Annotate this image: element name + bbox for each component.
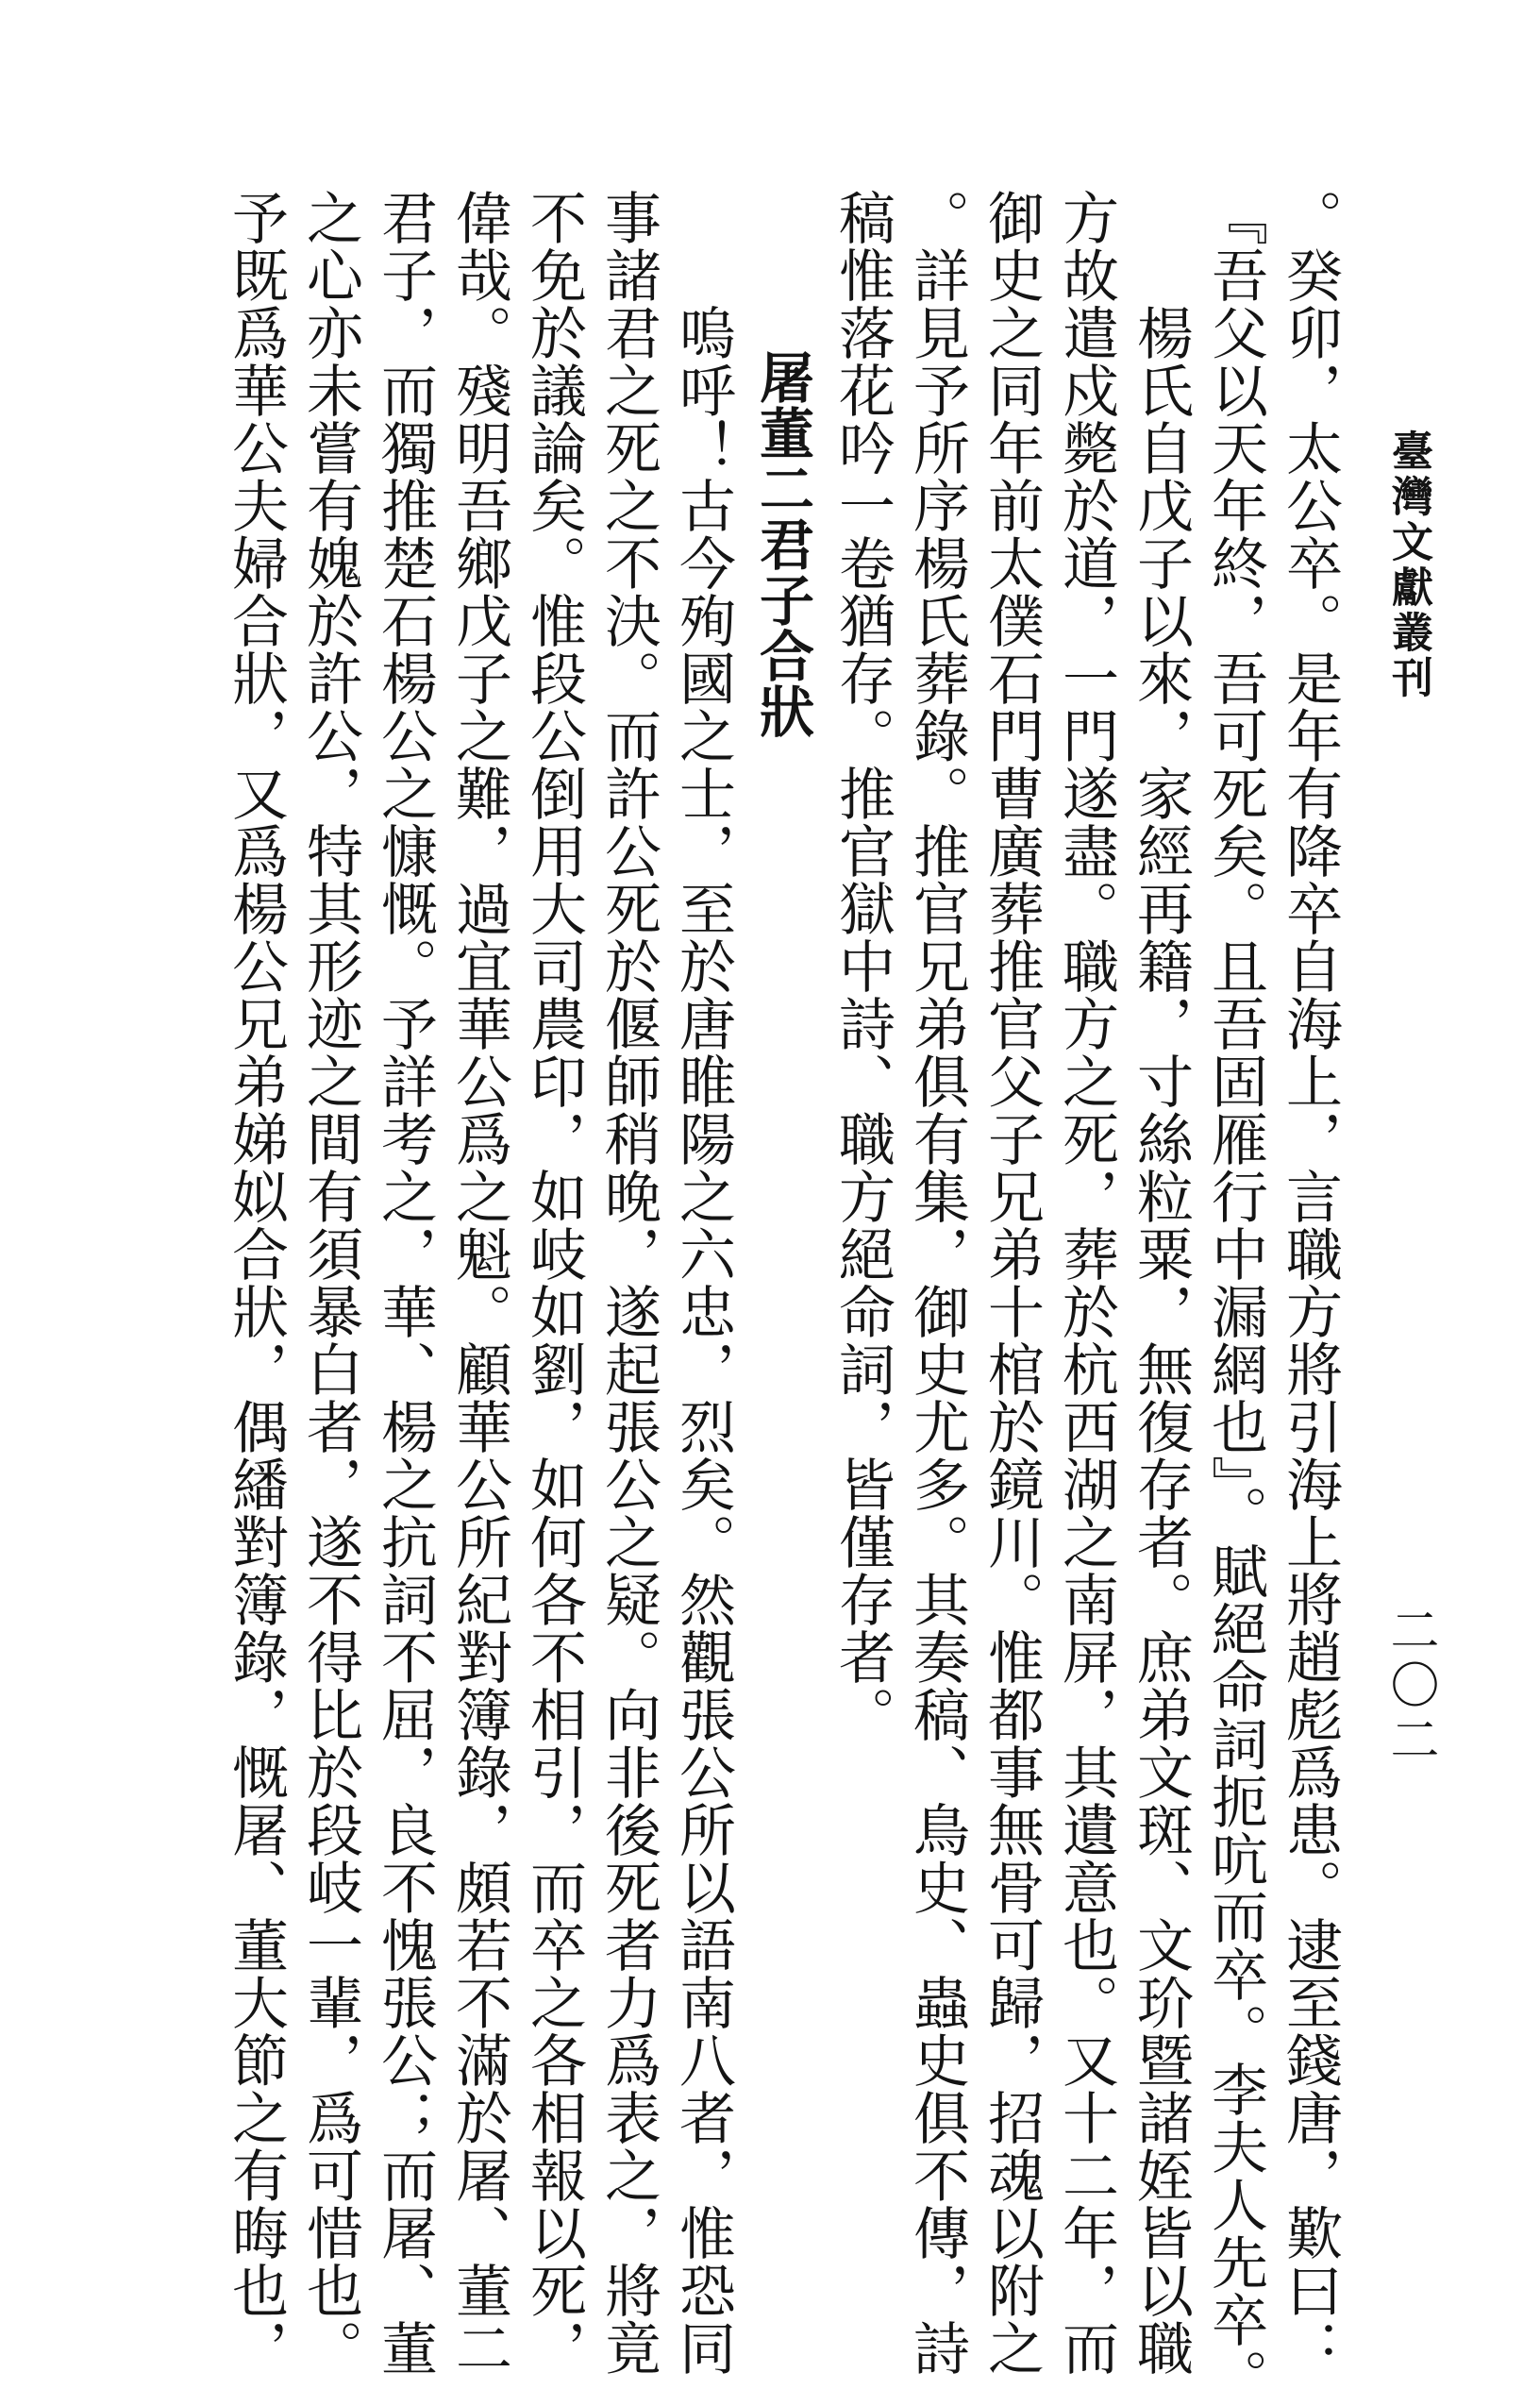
text-body (218, 189, 1347, 2406)
text-column: 予既爲華公夫婦合狀，又爲楊公兄弟娣姒合狀，偶繙對簿錄，慨屠、董大節之有晦也， (223, 189, 289, 2377)
text-column: 嗚呼！古今殉國之士，至於唐睢陽之六忠，烈矣。然觀張公所以語南八者，惟恐同 (670, 189, 736, 2377)
text-column: 楊氏自戊子以來，家經再籍，寸絲粒粟，無復存者。庶弟文斑、文玠暨諸姪皆以職 (1128, 189, 1194, 2377)
page-number: 二〇二 (1381, 1605, 1438, 1769)
text-column: 君子，而獨推楚石楊公之慷慨。予詳考之，華、楊之抗詞不屈，良不愧張公；而屠、董 (372, 189, 438, 2377)
text-column: 。癸卯，太公卒。是年有降卒自海上，言職方將引海上將趙彪爲患。逮至錢唐，歎曰： (1277, 189, 1343, 2377)
text-column: 之心亦未嘗有媿於許公，特其形迹之間有須暴白者，遂不得比於段岐一輩，爲可惜也。 (297, 189, 363, 2377)
series-title: 臺灣文獻叢刊 (1384, 429, 1432, 701)
section-title: 屠董二君子合狀 (750, 349, 814, 739)
text-column: 御史之同年前太僕石門曹廣葬推官父子兄弟十棺於鏡川。惟都事無骨可歸，招魂以附之 (979, 189, 1045, 2377)
text-column: 稿惟落花吟一卷猶存。推官獄中詩、職方絕命詞，皆僅存者。 (829, 189, 896, 1743)
text-column: 方故遣戍斃於道，一門遂盡。職方之死，葬於杭西湖之南屏，其遺意也。又十二年，而 (1053, 189, 1119, 2377)
text-column: 偉哉。殘明吾鄉戊子之難，過宜華公爲之魁。顧華公所紀對簿錄，頗若不滿於屠、董二 (446, 189, 512, 2377)
text-column: 事諸君之死之不決。而許公死於偃師稍晚，遂起張公之疑。向非後死者力爲表之，將竟 (595, 189, 661, 2377)
text-column: 『吾父以天年終，吾可死矣。且吾固雁行中漏網也』。賦絕命詞扼吭而卒。李夫人先卒。 (1202, 189, 1268, 2406)
text-column: 不免於議論矣。惟段公倒用大司農印，如岐如劉，如何各不相引，而卒之各相報以死， (521, 189, 587, 2377)
text-column: 。詳見予所序楊氏葬錄。推官兄弟俱有集，御史尤多。其奏稿、鳥史、蟲史俱不傳，詩 (904, 189, 970, 2377)
